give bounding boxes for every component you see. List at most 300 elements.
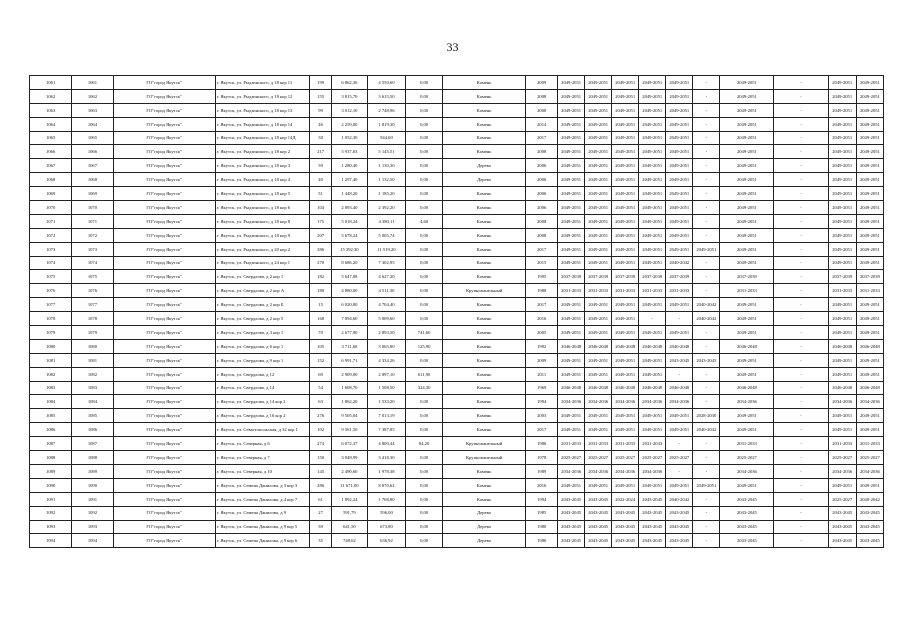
period-roof-cell: 2043-2045	[720, 534, 774, 548]
municipality-cell: ГО"город Якутск"	[113, 242, 215, 256]
commissioning-year-cell: 2009	[526, 353, 558, 367]
period-basement-cell: -	[774, 478, 828, 492]
municipality-cell: ГО"город Якутск"	[113, 298, 215, 312]
period-hot-water-cell: 2034-2036	[612, 464, 639, 478]
period-elevator-cell: -	[693, 464, 720, 478]
period-electrical-cell: 2049-2051	[558, 89, 585, 103]
period-sewerage-cell: 2043-2045	[666, 506, 693, 520]
period-basement-cell: -	[774, 492, 828, 506]
page-number: 33	[446, 40, 459, 54]
row-number-cell: 1065	[30, 131, 72, 145]
table-row	[30, 117, 884, 131]
house-id-cell: 1073	[72, 242, 113, 256]
total-area-cell: 748,62	[332, 534, 367, 548]
non-living-area-cell: 0,00	[406, 159, 442, 173]
row-number-cell: 1077	[30, 298, 72, 312]
commissioning-year-cell: 2017	[526, 131, 558, 145]
house-id-cell: 1072	[72, 228, 113, 242]
period-basement-cell: -	[774, 367, 828, 381]
wall-material-cell: Камень	[442, 339, 526, 353]
total-area-cell: 1 297,40	[332, 173, 367, 187]
period-roof-cell: 2049-2051	[720, 89, 774, 103]
address-cell: г. Якутск, ул. Северная, д 10	[215, 464, 309, 478]
period-facade-cell: 2049-2051	[828, 409, 856, 423]
row-number-cell: 1082	[30, 367, 72, 381]
period-basement-cell: -	[774, 326, 828, 340]
row-number-cell: 1072	[30, 228, 72, 242]
non-living-area-cell: 0,00	[406, 298, 442, 312]
row-number-cell: 1076	[30, 284, 72, 298]
period-heating-cell: 2043-2045	[585, 534, 612, 548]
table-row	[30, 131, 884, 145]
period-roof-cell: 2043-2045	[720, 520, 774, 534]
period-facade-cell: 2043-2045	[828, 534, 856, 548]
total-area-cell: 3 948,99	[332, 451, 367, 465]
period-roof-cell: 2049-2051	[720, 312, 774, 326]
period-elevator-cell: 2040-2042	[693, 312, 720, 326]
wall-material-cell: Камень	[442, 395, 526, 409]
period-foundation-cell: 2031-2033	[856, 284, 883, 298]
period-basement-cell: -	[774, 228, 828, 242]
row-number-cell: 1069	[30, 187, 72, 201]
living-area-cell: 4 704,40	[367, 298, 406, 312]
municipality-cell: ГО"город Якутск"	[113, 187, 215, 201]
period-cold-water-cell: -	[639, 312, 666, 326]
address-cell: г. Якутск, ул. Свердлова, д 16 кор 2	[215, 409, 309, 423]
period-foundation-cell: 2049-2051	[856, 89, 883, 103]
residents-count-cell: 63	[309, 395, 331, 409]
house-id-cell: 1081	[72, 353, 113, 367]
period-sewerage-cell: 2040-2042	[666, 256, 693, 270]
address-cell: г. Якутск, ул. Свердлова, д 2 кор А	[215, 284, 309, 298]
period-cold-water-cell: 2046-2048	[639, 381, 666, 395]
total-area-cell: 5 678,24	[332, 228, 367, 242]
period-facade-cell: 2046-2048	[828, 339, 856, 353]
period-electrical-cell: 2049-2051	[558, 409, 585, 423]
period-facade-cell: 2031-2033	[828, 284, 856, 298]
table-row	[30, 339, 884, 353]
living-area-cell: 3 615,50	[367, 89, 406, 103]
period-cold-water-cell: 2049-2051	[639, 298, 666, 312]
period-basement-cell: -	[774, 451, 828, 465]
period-heating-cell: 2043-2045	[585, 506, 612, 520]
non-living-area-cell: 0,00	[406, 423, 442, 437]
total-area-cell: 5 647,88	[332, 270, 367, 284]
period-facade-cell: 2049-2051	[828, 312, 856, 326]
house-id-cell: 1062	[72, 89, 113, 103]
non-living-area-cell: 0,00	[406, 478, 442, 492]
address-cell: г. Якутск, ул. Семена Данилова, д 9 кор 5	[215, 520, 309, 534]
total-area-cell: 15 392,30	[332, 242, 367, 256]
period-foundation-cell: 2049-2051	[856, 159, 883, 173]
period-heating-cell: 2049-2051	[585, 131, 612, 145]
table-row	[30, 187, 884, 201]
table-row	[30, 298, 884, 312]
period-cold-water-cell: 2034-2036	[639, 464, 666, 478]
period-heating-cell: 2049-2051	[585, 228, 612, 242]
wall-material-cell: Камень	[442, 270, 526, 284]
total-area-cell: 641,50	[332, 520, 367, 534]
period-electrical-cell: 2046-2048	[558, 339, 585, 353]
table-row	[30, 478, 884, 492]
municipality-cell: ГО"город Якутск"	[113, 353, 215, 367]
period-cold-water-cell: 2043-2045	[639, 492, 666, 506]
residents-count-cell: 46	[309, 117, 331, 131]
period-sewerage-cell: 2049-2051	[666, 423, 693, 437]
period-hot-water-cell: 2031-2033	[612, 284, 639, 298]
address-cell: г. Якутск, ул. Рыдзинского, д 18 кор 4	[215, 173, 309, 187]
non-living-area-cell: 324,30	[406, 381, 442, 395]
table-row	[30, 89, 884, 103]
residents-count-cell: 175	[309, 214, 331, 228]
wall-material-cell: Дерево	[442, 506, 526, 520]
period-elevator-cell: -	[693, 534, 720, 548]
total-area-cell: 5 018,24	[332, 214, 367, 228]
living-area-cell: 4 511,30	[367, 284, 406, 298]
period-facade-cell: 2037-2039	[828, 270, 856, 284]
table-row	[30, 534, 884, 548]
period-heating-cell: 2049-2051	[585, 423, 612, 437]
table-row	[30, 464, 884, 478]
period-sewerage-cell: 2049-2051	[666, 228, 693, 242]
address-cell: г. Якутск, ул. Свердлова, д 14 кор 2	[215, 395, 309, 409]
commissioning-year-cell: 2015	[526, 256, 558, 270]
table-row	[30, 103, 884, 117]
period-heating-cell: 2031-2033	[585, 284, 612, 298]
period-elevator-cell: -	[693, 520, 720, 534]
wall-material-cell: Крупнопанельный	[442, 451, 526, 465]
address-cell: г. Якутск, ул. Рыдзинского, д 18 кор 3	[215, 159, 309, 173]
period-sewerage-cell: 2049-2051	[666, 117, 693, 131]
period-heating-cell: 2025-2027	[585, 451, 612, 465]
period-basement-cell: -	[774, 534, 828, 548]
municipality-cell: ГО"город Якутск"	[113, 284, 215, 298]
period-foundation-cell: 2049-2051	[856, 117, 883, 131]
period-sewerage-cell: 2049-2051	[666, 145, 693, 159]
period-sewerage-cell: 2046-2048	[666, 339, 693, 353]
wall-material-cell: Дерево	[442, 159, 526, 173]
wall-material-cell: Камень	[442, 76, 526, 90]
municipality-cell: ГО"город Якутск"	[113, 117, 215, 131]
row-number-cell: 1067	[30, 159, 72, 173]
period-heating-cell: 2049-2051	[585, 103, 612, 117]
period-elevator-cell: -	[693, 367, 720, 381]
total-area-cell: 2 893,40	[332, 201, 367, 215]
period-heating-cell: 2049-2051	[585, 367, 612, 381]
living-area-cell: 1 819,30	[367, 117, 406, 131]
period-basement-cell: -	[774, 506, 828, 520]
residents-count-cell: 30	[309, 131, 331, 145]
period-facade-cell: 2049-2051	[828, 145, 856, 159]
total-area-cell: 11 671,00	[332, 478, 367, 492]
commissioning-year-cell: 2008	[526, 214, 558, 228]
municipality-cell: ГО"город Якутск"	[113, 76, 215, 90]
non-living-area-cell: 0,00	[406, 145, 442, 159]
residents-count-cell: 168	[309, 312, 331, 326]
period-electrical-cell: 2049-2051	[558, 117, 585, 131]
period-heating-cell: 2049-2051	[585, 409, 612, 423]
period-roof-cell: 2037-2039	[720, 270, 774, 284]
period-elevator-cell: -	[693, 103, 720, 117]
residents-count-cell: 199	[309, 76, 331, 90]
wall-material-cell: Крупнопанельный	[442, 437, 526, 451]
housing-repair-schedule-table	[29, 75, 884, 548]
period-sewerage-cell: 2025-2027	[666, 451, 693, 465]
period-foundation-cell: 2031-2033	[856, 437, 883, 451]
period-cold-water-cell: 2049-2051	[639, 478, 666, 492]
period-sewerage-cell: 2034-2036	[666, 395, 693, 409]
period-heating-cell: 2049-2051	[585, 173, 612, 187]
address-cell: г. Якутск, ул. Свердлова, д 14	[215, 381, 309, 395]
house-id-cell: 1067	[72, 159, 113, 173]
period-cold-water-cell: 2043-2045	[639, 506, 666, 520]
period-facade-cell: 2049-2051	[828, 117, 856, 131]
period-sewerage-cell: 2040-2042	[666, 492, 693, 506]
house-id-cell: 1077	[72, 298, 113, 312]
period-foundation-cell: 2049-2051	[856, 145, 883, 159]
period-foundation-cell: 2043-2045	[856, 534, 883, 548]
period-foundation-cell: 2049-2051	[856, 298, 883, 312]
period-roof-cell: 2046-2048	[720, 339, 774, 353]
total-area-cell: 6 991,71	[332, 353, 367, 367]
non-living-area-cell: 4,60	[406, 214, 442, 228]
period-cold-water-cell: 2049-2051	[639, 214, 666, 228]
period-hot-water-cell: 2049-2051	[612, 353, 639, 367]
period-sewerage-cell: 2043-2045	[666, 534, 693, 548]
period-elevator-cell: -	[693, 89, 720, 103]
non-living-area-cell: 0,00	[406, 201, 442, 215]
period-sewerage-cell: 2049-2051	[666, 201, 693, 215]
address-cell: г. Якутск, ул. Семена Данилова, д 9	[215, 506, 309, 520]
total-area-cell: 2 677,90	[332, 326, 367, 340]
period-facade-cell: 2043-2045	[828, 506, 856, 520]
commissioning-year-cell: 2014	[526, 117, 558, 131]
period-facade-cell: 2049-2051	[828, 423, 856, 437]
house-id-cell: 1063	[72, 103, 113, 117]
period-cold-water-cell: 2049-2051	[639, 187, 666, 201]
period-roof-cell: 2049-2051	[720, 187, 774, 201]
period-electrical-cell: 2049-2051	[558, 423, 585, 437]
house-id-cell: 1074	[72, 256, 113, 270]
period-elevator-cell: -	[693, 159, 720, 173]
table-row	[30, 437, 884, 451]
total-area-cell: 1 862,20	[332, 395, 367, 409]
residents-count-cell: 180	[309, 284, 331, 298]
period-hot-water-cell: 2049-2051	[612, 478, 639, 492]
row-number-cell: 1089	[30, 464, 72, 478]
period-foundation-cell: 2049-2051	[856, 242, 883, 256]
house-id-cell: 1088	[72, 451, 113, 465]
period-heating-cell: 2049-2051	[585, 298, 612, 312]
wall-material-cell: Камень	[442, 131, 526, 145]
period-facade-cell: 2049-2051	[828, 478, 856, 492]
commissioning-year-cell: 2006	[526, 159, 558, 173]
living-area-cell: 5 005,74	[367, 228, 406, 242]
total-area-cell: 3 012,10	[332, 103, 367, 117]
period-elevator-cell: -	[693, 173, 720, 187]
municipality-cell: ГО"город Якутск"	[113, 131, 215, 145]
period-heating-cell: 2043-2045	[585, 492, 612, 506]
residents-count-cell: 15	[309, 298, 331, 312]
residents-count-cell: 150	[309, 451, 331, 465]
period-electrical-cell: 2049-2051	[558, 214, 585, 228]
period-roof-cell: 2025-2027	[720, 451, 774, 465]
period-foundation-cell: 2049-2051	[856, 76, 883, 90]
residents-count-cell: 51	[309, 187, 331, 201]
living-area-cell: 2 748,96	[367, 103, 406, 117]
table-row	[30, 312, 884, 326]
non-living-area-cell: 0,00	[406, 117, 442, 131]
total-area-cell: 8 686,20	[332, 256, 367, 270]
period-foundation-cell: 2049-2051	[856, 173, 883, 187]
period-sewerage-cell: 2049-2051	[666, 409, 693, 423]
house-id-cell: 1064	[72, 117, 113, 131]
address-cell: г. Якутск, ул. Рыдзинского, д 18 кор 5	[215, 187, 309, 201]
period-electrical-cell: 2031-2033	[558, 284, 585, 298]
wall-material-cell: Камень	[442, 89, 526, 103]
commissioning-year-cell: 2017	[526, 242, 558, 256]
period-electrical-cell: 2049-2051	[558, 256, 585, 270]
period-elevator-cell: -	[693, 187, 720, 201]
period-cold-water-cell: 2049-2051	[639, 326, 666, 340]
period-cold-water-cell: 2043-2045	[639, 520, 666, 534]
period-basement-cell: -	[774, 103, 828, 117]
period-electrical-cell: 2049-2051	[558, 131, 585, 145]
row-number-cell: 1066	[30, 145, 72, 159]
period-foundation-cell: 2049-2051	[856, 214, 883, 228]
house-id-cell: 1069	[72, 187, 113, 201]
period-foundation-cell: 2049-2051	[856, 228, 883, 242]
period-electrical-cell: 2049-2051	[558, 201, 585, 215]
period-hot-water-cell: 2049-2051	[612, 76, 639, 90]
period-facade-cell: 2049-2051	[828, 214, 856, 228]
period-hot-water-cell: 2049-2051	[612, 103, 639, 117]
total-area-cell: 6 862,36	[332, 76, 367, 90]
residents-count-cell: 70	[309, 326, 331, 340]
non-living-area-cell: 611,90	[406, 367, 442, 381]
period-sewerage-cell: 2049-2051	[666, 478, 693, 492]
row-number-cell: 1084	[30, 395, 72, 409]
house-id-cell: 1090	[72, 478, 113, 492]
period-cold-water-cell: 2046-2048	[639, 339, 666, 353]
municipality-cell: ГО"город Якутск"	[113, 478, 215, 492]
period-facade-cell: 2049-2051	[828, 173, 856, 187]
address-cell: г. Якутск, ул. Рыдзинского, д 18 кор 12	[215, 89, 309, 103]
period-electrical-cell: 2034-2036	[558, 464, 585, 478]
period-basement-cell: -	[774, 201, 828, 215]
address-cell: г. Якутск, ул. Свердлова, д 6 кор 1	[215, 339, 309, 353]
period-hot-water-cell: 2049-2051	[612, 187, 639, 201]
residents-count-cell: 207	[309, 228, 331, 242]
address-cell: г. Якутск, ул. Свердлова, д 2 кор 5	[215, 312, 309, 326]
period-heating-cell: 2049-2051	[585, 145, 612, 159]
living-area-cell: 1 130,30	[367, 159, 406, 173]
address-cell: г. Якутск, ул. Рыдзинского, д 18 кор 11	[215, 76, 309, 90]
house-id-cell: 1083	[72, 381, 113, 395]
wall-material-cell: Камень	[442, 464, 526, 478]
non-living-area-cell: 0,00	[406, 312, 442, 326]
period-facade-cell: 2049-2051	[828, 298, 856, 312]
period-basement-cell: -	[774, 270, 828, 284]
period-cold-water-cell: 2049-2051	[639, 423, 666, 437]
row-number-cell: 1087	[30, 437, 72, 451]
period-cold-water-cell: 2049-2051	[639, 228, 666, 242]
period-basement-cell: -	[774, 131, 828, 145]
non-living-area-cell: 0,00	[406, 228, 442, 242]
house-id-cell: 1091	[72, 492, 113, 506]
municipality-cell: ГО"город Якутск"	[113, 326, 215, 340]
table-row	[30, 76, 884, 90]
period-roof-cell: 2049-2051	[720, 367, 774, 381]
commissioning-year-cell: 2006	[526, 173, 558, 187]
non-living-area-cell: 0,00	[406, 534, 442, 548]
address-cell: г. Якутск, ул. Рыдзинского, д 18 кор 6	[215, 201, 309, 215]
total-area-cell: 5 937,03	[332, 145, 367, 159]
wall-material-cell: Камень	[442, 312, 526, 326]
non-living-area-cell: 0,00	[406, 242, 442, 256]
residents-count-cell: 27	[309, 506, 331, 520]
period-basement-cell: -	[774, 395, 828, 409]
municipality-cell: ГО"город Якутск"	[113, 89, 215, 103]
residents-count-cell: 61	[309, 492, 331, 506]
municipality-cell: ГО"город Якутск"	[113, 173, 215, 187]
table-row	[30, 506, 884, 520]
period-roof-cell: 2043-2045	[720, 506, 774, 520]
period-sewerage-cell: 2031-2033	[666, 284, 693, 298]
house-id-cell: 1061	[72, 76, 113, 90]
period-elevator-cell: -	[693, 145, 720, 159]
municipality-cell: ГО"город Якутск"	[113, 159, 215, 173]
living-area-cell: 7 387,85	[367, 423, 406, 437]
period-cold-water-cell: 2031-2033	[639, 284, 666, 298]
row-number-cell: 1091	[30, 492, 72, 506]
wall-material-cell: Камень	[442, 145, 526, 159]
period-foundation-cell: 2049-2051	[856, 478, 883, 492]
non-living-area-cell: 0,00	[406, 451, 442, 465]
period-electrical-cell: 2049-2051	[558, 145, 585, 159]
period-facade-cell: 2049-2051	[828, 131, 856, 145]
residents-count-cell: 155	[309, 89, 331, 103]
period-foundation-cell: 2049-2051	[856, 326, 883, 340]
period-electrical-cell: 2049-2051	[558, 478, 585, 492]
row-number-cell: 1064	[30, 117, 72, 131]
total-area-cell: 2 259,00	[332, 117, 367, 131]
period-hot-water-cell: 2049-2051	[612, 367, 639, 381]
period-cold-water-cell: 2049-2051	[639, 353, 666, 367]
commissioning-year-cell: 2008	[526, 228, 558, 242]
commissioning-year-cell: 2006	[526, 187, 558, 201]
period-roof-cell: 2049-2051	[720, 159, 774, 173]
row-number-cell: 1071	[30, 214, 72, 228]
commissioning-year-cell: 2011	[526, 367, 558, 381]
row-number-cell: 1063	[30, 103, 72, 117]
table-row	[30, 159, 884, 173]
period-facade-cell: 2049-2051	[828, 228, 856, 242]
wall-material-cell: Камень	[442, 228, 526, 242]
period-hot-water-cell: 2022-2024	[612, 492, 639, 506]
living-area-cell: 7 302,95	[367, 256, 406, 270]
period-hot-water-cell: 2049-2051	[612, 242, 639, 256]
total-area-cell: 3 711,60	[332, 339, 367, 353]
period-cold-water-cell: 2025-2027	[639, 451, 666, 465]
period-roof-cell: 2031-2033	[720, 284, 774, 298]
period-roof-cell: 2049-2051	[720, 145, 774, 159]
period-electrical-cell: 2049-2051	[558, 187, 585, 201]
table-row	[30, 423, 884, 437]
total-area-cell: 9 561,50	[332, 423, 367, 437]
row-number-cell: 1079	[30, 326, 72, 340]
living-area-cell: 1 978,38	[367, 464, 406, 478]
